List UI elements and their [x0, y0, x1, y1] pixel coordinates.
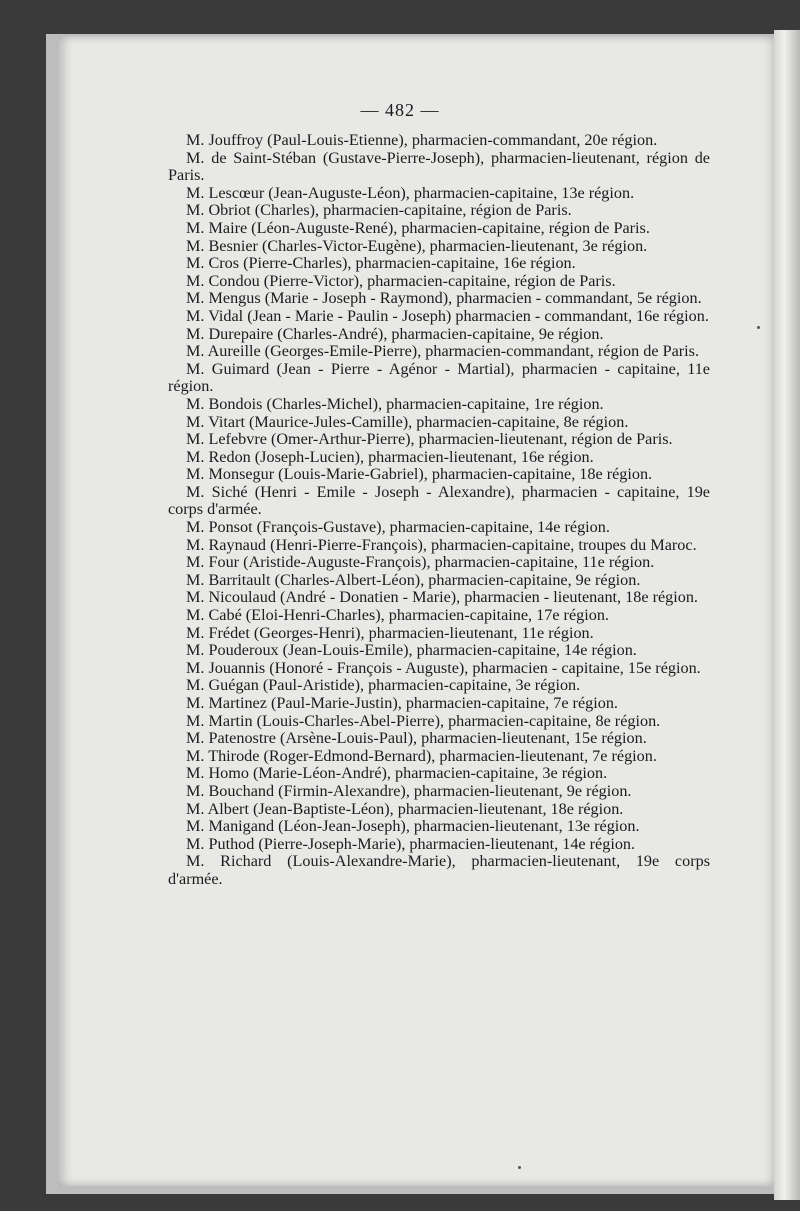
entry-thirode: M. Thirode (Roger-Edmond-Bernard), pharmacien-lieutenant, 7e région.	[186, 746, 657, 765]
entry-ponsot: M. Ponsot (François-Gustave), pharmacien-capitaine, 14e région.	[186, 518, 610, 537]
entry-puthod: M. Puthod (Pierre-Joseph-Marie), pharmacien-lieutenant, 14e région.	[186, 834, 636, 853]
entry-condou: M. Condou (Pierre-Victor), pharmacien-capitaine, région de Paris.	[186, 271, 616, 290]
entry-durepaire: M. Durepaire (Charles-André), pharmacien-capitaine, 9e région.	[186, 324, 604, 343]
entry-bouchand: M. Bouchand (Firmin-Alexandre), pharmacien-lieutenant, 9e région.	[186, 781, 632, 800]
entry-four: M. Four (Aristide-Auguste-François), pharmacien-capitaine, 11e région.	[186, 553, 655, 572]
entry-martin: M. Martin (Louis-Charles-Abel-Pierre), pharmacien-capitaine, 8e région.	[186, 711, 661, 730]
entry-cros: M. Cros (Pierre-Charles), pharmacien-capitaine, 16e région.	[186, 254, 576, 273]
entry-de-saint-steban: M. de Saint-Stéban (Gustave-Pierre-Joseph), pharmacien-lieutenant, région de Paris.	[168, 148, 710, 185]
entry-barritault: M. Barritault (Charles-Albert-Léon), pharmacien-capitaine, 9e région.	[186, 570, 641, 589]
entry-bondois: M. Bondois (Charles-Michel), pharmacien-capitaine, 1re région.	[186, 394, 604, 413]
entry-besnier: M. Besnier (Charles-Victor-Eugène), pharmacien-lieutenant, 3e région.	[186, 236, 648, 255]
entry-redon: M. Redon (Joseph-Lucien), pharmacien-lieutenant, 16e région.	[186, 447, 594, 466]
entry-jouffroy: M. Jouffroy (Paul-Louis-Etienne), pharmacien-commandant, 20e région.	[186, 131, 658, 149]
entry-richard: M. Richard (Louis-Alexandre-Marie), pharmacien-lieutenant, 19e corps d'armée.	[168, 852, 710, 888]
entry-lescoeur: M. Lescœur (Jean-Auguste-Léon), pharmacien-capitaine, 13e région.	[186, 183, 635, 202]
entry-guimard: M. Guimard (Jean - Pierre - Agénor - Martial), pharmacien - capitaine, 11e région.	[168, 359, 710, 396]
speck-mark	[757, 326, 760, 329]
entry-aureille: M. Aureille (Georges-Emile-Pierre), pharmacien-commandant, région de Paris.	[186, 342, 700, 361]
entry-siche: M. Siché (Henri - Emile - Joseph - Alexandre), pharmacien - capitaine, 19e corps d'armée.	[168, 482, 710, 519]
entry-martinez: M. Martinez (Paul-Marie-Justin), pharmacien-capitaine, 7e région.	[186, 694, 618, 712]
entry-mengus: M. Mengus (Marie - Joseph - Raymond), pharmacien - commandant, 5e région.	[186, 289, 702, 308]
entry-pouderoux: M. Pouderoux (Jean-Louis-Emile), pharmacien-capitaine, 14e région.	[186, 641, 637, 660]
entry-fredet: M. Frédet (Georges-Henri), pharmacien-lieutenant, 11e région.	[186, 623, 594, 642]
entry-vitart: M. Vitart (Maurice-Jules-Camille), pharmacien-capitaine, 8e région.	[186, 412, 629, 431]
entry-nicoulaud: M. Nicoulaud (André - Donatien - Marie), pharmacien - lieutenant, 18e région.	[186, 588, 698, 607]
entry-patenostre: M. Patenostre (Arsène-Louis-Paul), pharmacien-lieutenant, 15e région.	[186, 729, 647, 748]
speck-mark	[518, 1166, 521, 1169]
entry-vidal: M. Vidal (Jean - Marie - Paulin - Joseph) pharmacien - commandant, 16e région.	[186, 306, 709, 325]
entry-homo: M. Homo (Marie-Léon-André), pharmacien-capitaine, 3e région.	[186, 764, 608, 783]
entry-guegan: M. Guégan (Paul-Aristide), pharmacien-capitaine, 3e région.	[186, 676, 581, 695]
entry-list	[168, 132, 710, 889]
entry-cabe: M. Cabé (Eloi-Henri-Charles), pharmacien-capitaine, 17e région.	[186, 606, 609, 625]
entry-manigand: M. Manigand (Léon-Jean-Joseph), pharmacien-lieutenant, 13e région.	[186, 817, 640, 836]
entry-monsegur: M. Monsegur (Louis-Marie-Gabriel), pharmacien-capitaine, 18e région.	[186, 465, 653, 484]
page-number: — 482 —	[360, 100, 440, 120]
entry-maire: M. Maire (Léon-Auguste-René), pharmacien-capitaine, région de Paris.	[186, 218, 650, 237]
page-edge	[774, 30, 800, 1200]
entry-lefebvre: M. Lefebvre (Omer-Arthur-Pierre), pharmacien-lieutenant, région de Paris.	[186, 430, 673, 449]
entry-jouannis: M. Jouannis (Honoré - François - Auguste), pharmacien - capitaine, 15e région.	[186, 658, 701, 677]
entry-raynaud: M. Raynaud (Henri-Pierre-François), pharmacien-capitaine, troupes du Maroc.	[186, 535, 697, 554]
entry-albert: M. Albert (Jean-Baptiste-Léon), pharmacien-lieutenant, 18e région.	[186, 799, 624, 818]
entry-obriot: M. Obriot (Charles), pharmacien-capitaine, région de Paris.	[186, 201, 572, 220]
